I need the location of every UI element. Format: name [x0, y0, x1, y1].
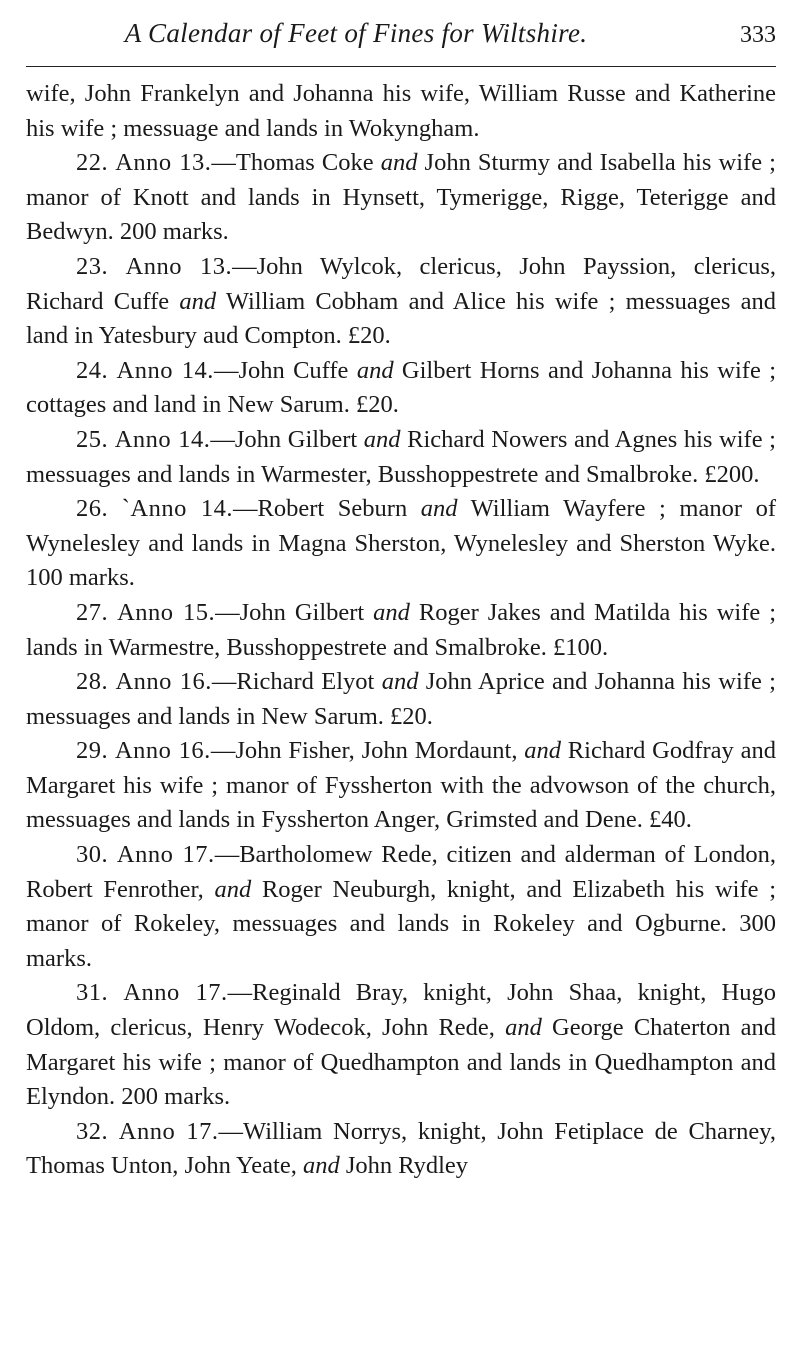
conjunction: and — [302, 1152, 340, 1180]
entry-text: —Robert Seburn — [233, 495, 421, 523]
regnal-year: `Anno 14. — [121, 495, 234, 523]
entry-32 — [26, 1115, 776, 1184]
conjunction: and — [363, 425, 401, 453]
entry-number: 22. — [76, 149, 109, 177]
entry-text: —Richard Elyot — [211, 668, 382, 696]
entry-text: —Reginald Bray, knight, John Shaa, knight, Hugo Oldom, clericus, Henry Wodecok, John Rede, — [26, 979, 776, 1042]
conjunction: and — [356, 356, 394, 384]
entry-25 — [26, 423, 776, 492]
continuation-paragraph: wife, John Frankelyn and Johanna his wife, William Russe and Katherine his wife ; messuage and lands in Wokyngham. — [26, 80, 776, 142]
regnal-year: Anno 14. — [116, 356, 214, 384]
entry-text: John Rydley — [339, 1152, 469, 1180]
entry-number: 30. — [76, 841, 109, 869]
entry-text: Roger Jakes and Matilda his wife ; lands in Warmestre, Busshoppestrete and Smalbroke. £100. — [26, 598, 776, 661]
regnal-year: Anno 13. — [115, 149, 212, 177]
entry-text: John Sturmy and Isabella his wife ; manor of Knott and lands in Hynsett, Tymerigge, Rigge, Teterigge and Bedwyn. 200 marks. — [26, 149, 776, 246]
running-title: A Calendar of Feet of Fines for Wiltshire. — [124, 18, 588, 48]
entry-text: George Chaterton and Margaret his wife ; manor of Quedhampton and lands in Quedhampton and Elyndon. 200 marks. — [26, 1014, 776, 1111]
entry-text: —John Cuffe — [213, 356, 357, 384]
entry-number: 28. — [76, 668, 109, 696]
entry-31 — [26, 976, 776, 1114]
entry-text: —John Gilbert — [215, 598, 374, 626]
header-rule — [26, 66, 776, 67]
running-header — [26, 18, 776, 58]
conjunction: and — [420, 495, 458, 523]
conjunction: and — [214, 875, 252, 903]
regnal-year: Anno 17. — [116, 841, 215, 869]
entry-28 — [26, 665, 776, 734]
entry-number: 31. — [76, 979, 109, 1007]
entry-23 — [26, 250, 776, 354]
entry-number: 24. — [76, 356, 109, 384]
entry-text: —Thomas Coke — [211, 149, 381, 177]
entry-text: —Bartholomew Rede, citizen and alderman of London, Robert Fenrother, — [26, 841, 777, 903]
conjunction: and — [179, 287, 217, 315]
entry-text: Gilbert Horns and Johanna his wife ; cottages and land in New Sarum. £20. — [26, 356, 777, 419]
regnal-year: Anno 16. — [114, 737, 211, 765]
entry-number: 23. — [76, 252, 109, 280]
entry-number: 29. — [76, 737, 109, 765]
regnal-year: Anno 16. — [115, 668, 212, 696]
regnal-year: Anno 17. — [118, 1117, 219, 1145]
entry-22 — [26, 146, 776, 250]
conjunction: and — [381, 668, 419, 696]
conjunction: and — [524, 737, 561, 765]
regnal-year: Anno 13. — [125, 252, 233, 280]
entry-26 — [26, 492, 776, 596]
entry-27 — [26, 596, 776, 665]
entry-number: 26. — [76, 495, 109, 523]
page-number: 333 — [740, 22, 776, 48]
entry-24 — [26, 354, 776, 423]
entry-text: Richard Nowers and Agnes his wife ; messuages and lands in Warmester, Busshoppestrete and Smalbroke. £200. — [26, 425, 776, 488]
entry-number: 27. — [76, 598, 109, 626]
entry-text: William Wayfere ; manor of Wynelesley and lands in Magna Sherston, Wynelesley and Sherston Wyke. 100 marks. — [26, 495, 777, 592]
entry-text: William Cobham and Alice his wife ; messuages and land in Yatesbury aud Compton. £20. — [26, 287, 776, 350]
entry-text: Richard Godfray and Margaret his wife ; manor of Fyssherton with the advowson of the church, messuages and lands in Fyssherton Anger, Grimsted and Dene. £40. — [26, 737, 776, 834]
entry-text: —John Wylcok, clericus, John Payssion, clericus, Richard Cuffe — [26, 252, 776, 315]
entry-text: —William Norrys, knight, John Fetiplace de Charney, Thomas Unton, John Yeate, — [26, 1117, 776, 1180]
conjunction: and — [380, 149, 418, 177]
entry-text: —John Fisher, John Mordaunt, — [210, 737, 525, 765]
entry-number: 25. — [76, 425, 109, 453]
entry-text: Roger Neuburgh, knight, and Elizabeth his wife ; manor of Rokeley, messuages and lands in Rokeley and Ogburne. 300 marks. — [26, 875, 776, 972]
entry-number: 32. — [76, 1117, 109, 1145]
calendar-entries — [26, 77, 776, 1184]
conjunction: and — [505, 1014, 542, 1042]
regnal-year: Anno 17. — [123, 979, 228, 1007]
entry-30 — [26, 838, 776, 976]
entry-text: John Aprice and Johanna his wife ; messuages and lands in New Sarum. £20. — [26, 668, 776, 730]
conjunction: and — [373, 598, 410, 626]
entry-text: —John Gilbert — [210, 425, 364, 453]
regnal-year: Anno 14. — [114, 425, 211, 453]
regnal-year: Anno 15. — [117, 598, 216, 626]
entry-29 — [26, 734, 776, 838]
